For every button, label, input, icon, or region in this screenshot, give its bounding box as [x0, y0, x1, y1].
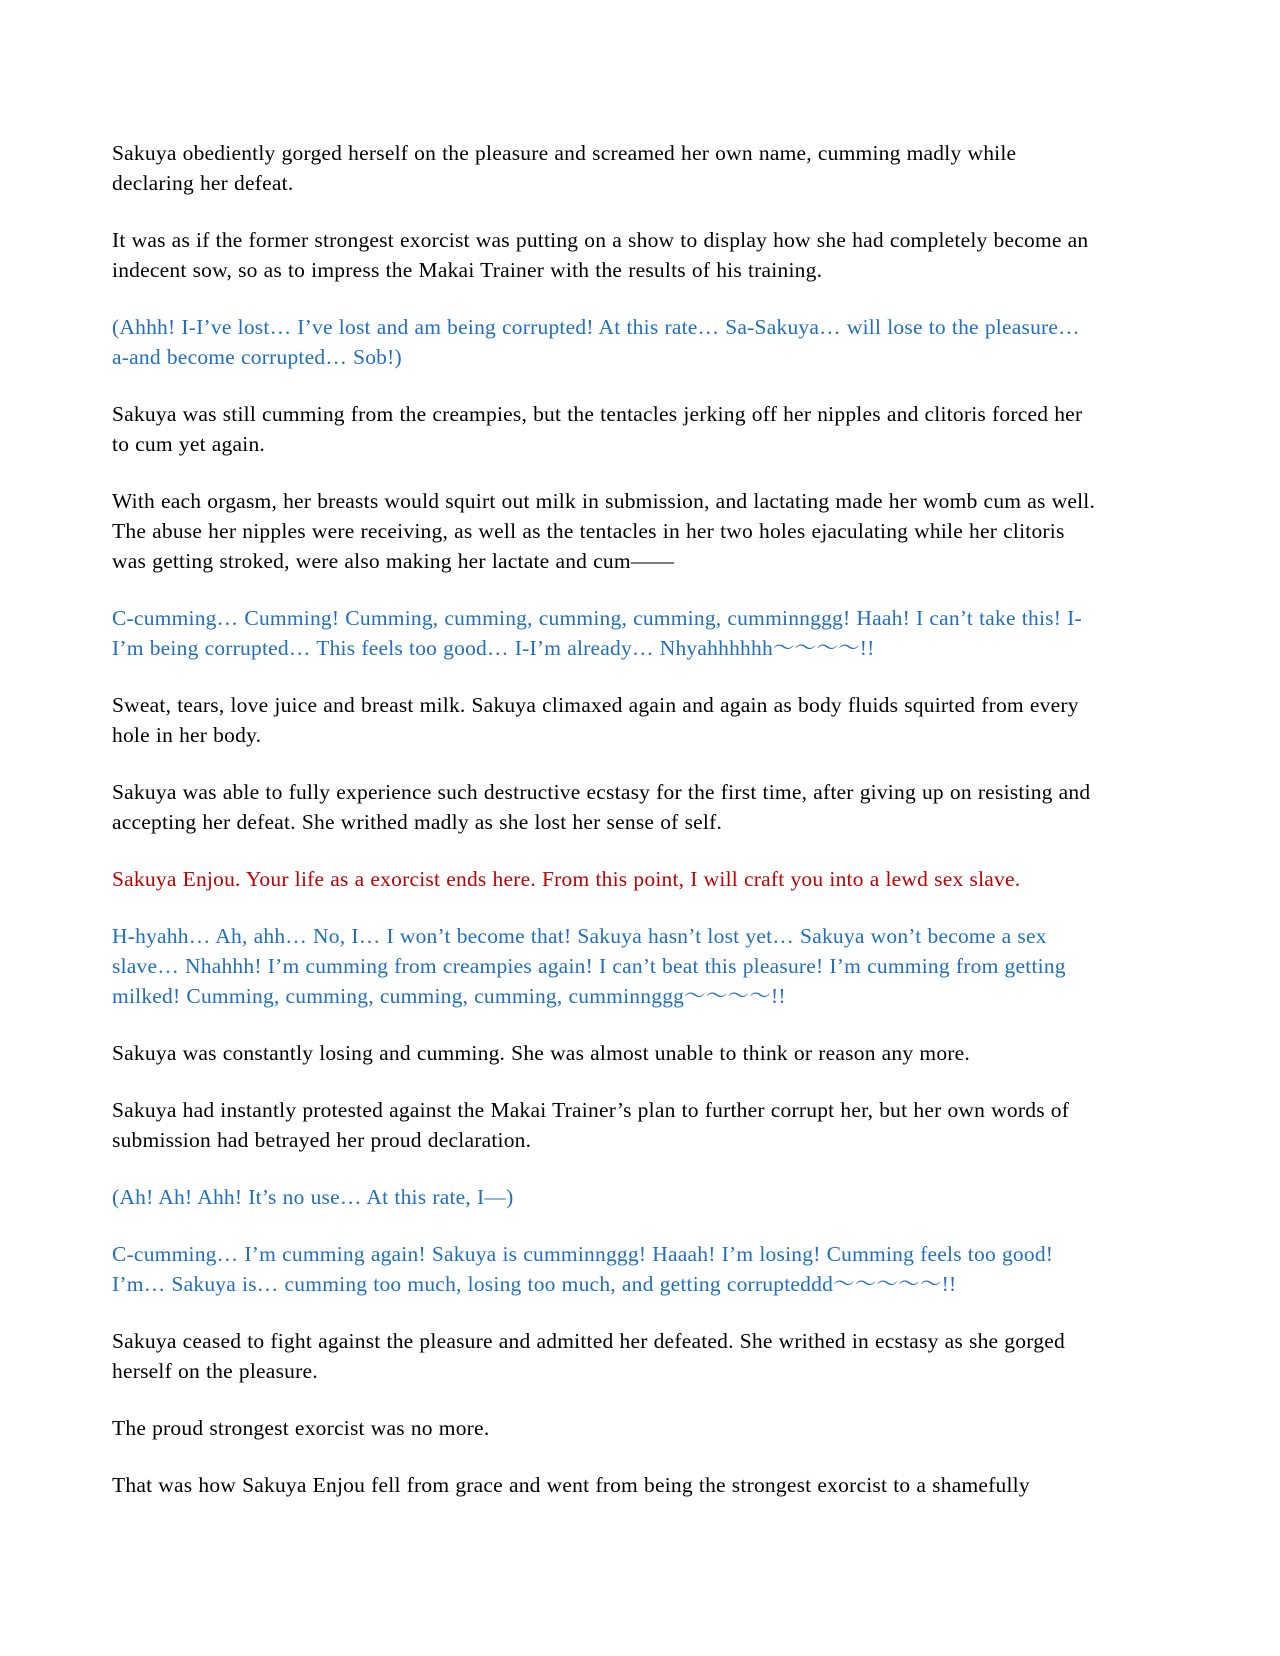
paragraph: Sakuya had instantly protested against the Makai Trainer’s plan to further corrupt her, but her own words of submission had betrayed her proud declaration.: [112, 1098, 1070, 1152]
paragraph-dialogue: C-cumming… I’m cumming again! Sakuya is cumminnggg! Haaah! I’m losing! Cumming feels too good! I’m… Sakuya is… cumming too much, losing too much, and getting corrupteddd〜〜〜〜〜!!: [112, 1242, 1054, 1296]
paragraph: Sakuya was able to fully experience such destructive ecstasy for the first time, after giving up on resisting and accepting her defeat. She writhed madly as she lost her sense of self.: [112, 780, 1091, 834]
paragraph-dialogue: (Ahhh! I-I’ve lost… I’ve lost and am being corrupted! At this rate… Sa-Sakuya… will lose to the pleasure… a-and become corrupted… Sob!): [112, 315, 1080, 369]
paragraph: The proud strongest exorcist was no more.: [112, 1416, 490, 1440]
paragraph: It was as if the former strongest exorcist was putting on a show to display how she had completely become an indecent sow, so as to impress the Makai Trainer with the results of his training.: [112, 228, 1089, 282]
paragraph: Sakuya obediently gorged herself on the pleasure and screamed her own name, cumming madly while declaring her defeat.: [112, 141, 1017, 195]
paragraph-dialogue: H-hyahh… Ah, ahh… No, I… I won’t become that! Sakuya hasn’t lost yet… Sakuya won’t become a sex slave… Nhahhh! I’m cumming from creampies again! I can’t beat this pleasure! I’m cumming from getting milked! Cumming, cumming, cumming, cumming, cumminnggg〜〜〜〜!!: [112, 924, 1066, 1008]
paragraph-dialogue-antagonist: Sakuya Enjou. Your life as a exorcist ends here. From this point, I will craft you into a lewd sex slave.: [112, 867, 1021, 891]
paragraph-dialogue: (Ah! Ah! Ahh! It’s no use… At this rate, I—): [112, 1185, 514, 1209]
paragraph: Sakuya was constantly losing and cumming. She was almost unable to think or reason any more.: [112, 1041, 971, 1065]
paragraph: Sakuya was still cumming from the creampies, but the tentacles jerking off her nipples and clitoris forced her to cum yet again.: [112, 402, 1083, 456]
paragraph: With each orgasm, her breasts would squirt out milk in submission, and lactating made her womb cum as well. The abuse her nipples were receiving, as well as the tentacles in her two holes ejaculating while her clitoris was getting stroked, were also making her lactate and cum——: [112, 489, 1096, 573]
text-column: [112, 138, 1096, 1500]
paragraph: Sakuya ceased to fight against the pleasure and admitted her defeated. She writhed in ecstasy as she gorged herself on the pleasure.: [112, 1329, 1065, 1383]
paragraph: Sweat, tears, love juice and breast milk. Sakuya climaxed again and again as body fluids squirted from every hole in her body.: [112, 693, 1079, 747]
paragraph: That was how Sakuya Enjou fell from grace and went from being the strongest exorcist to a shamefully: [112, 1473, 1030, 1497]
paragraph-dialogue: C-cumming… Cumming! Cumming, cumming, cumming, cumming, cumminnggg! Haah! I can’t take this! I-I’m being corrupted… This feels too good… I-I’m already… Nhyahhhhhh〜〜〜〜!!: [112, 606, 1082, 660]
